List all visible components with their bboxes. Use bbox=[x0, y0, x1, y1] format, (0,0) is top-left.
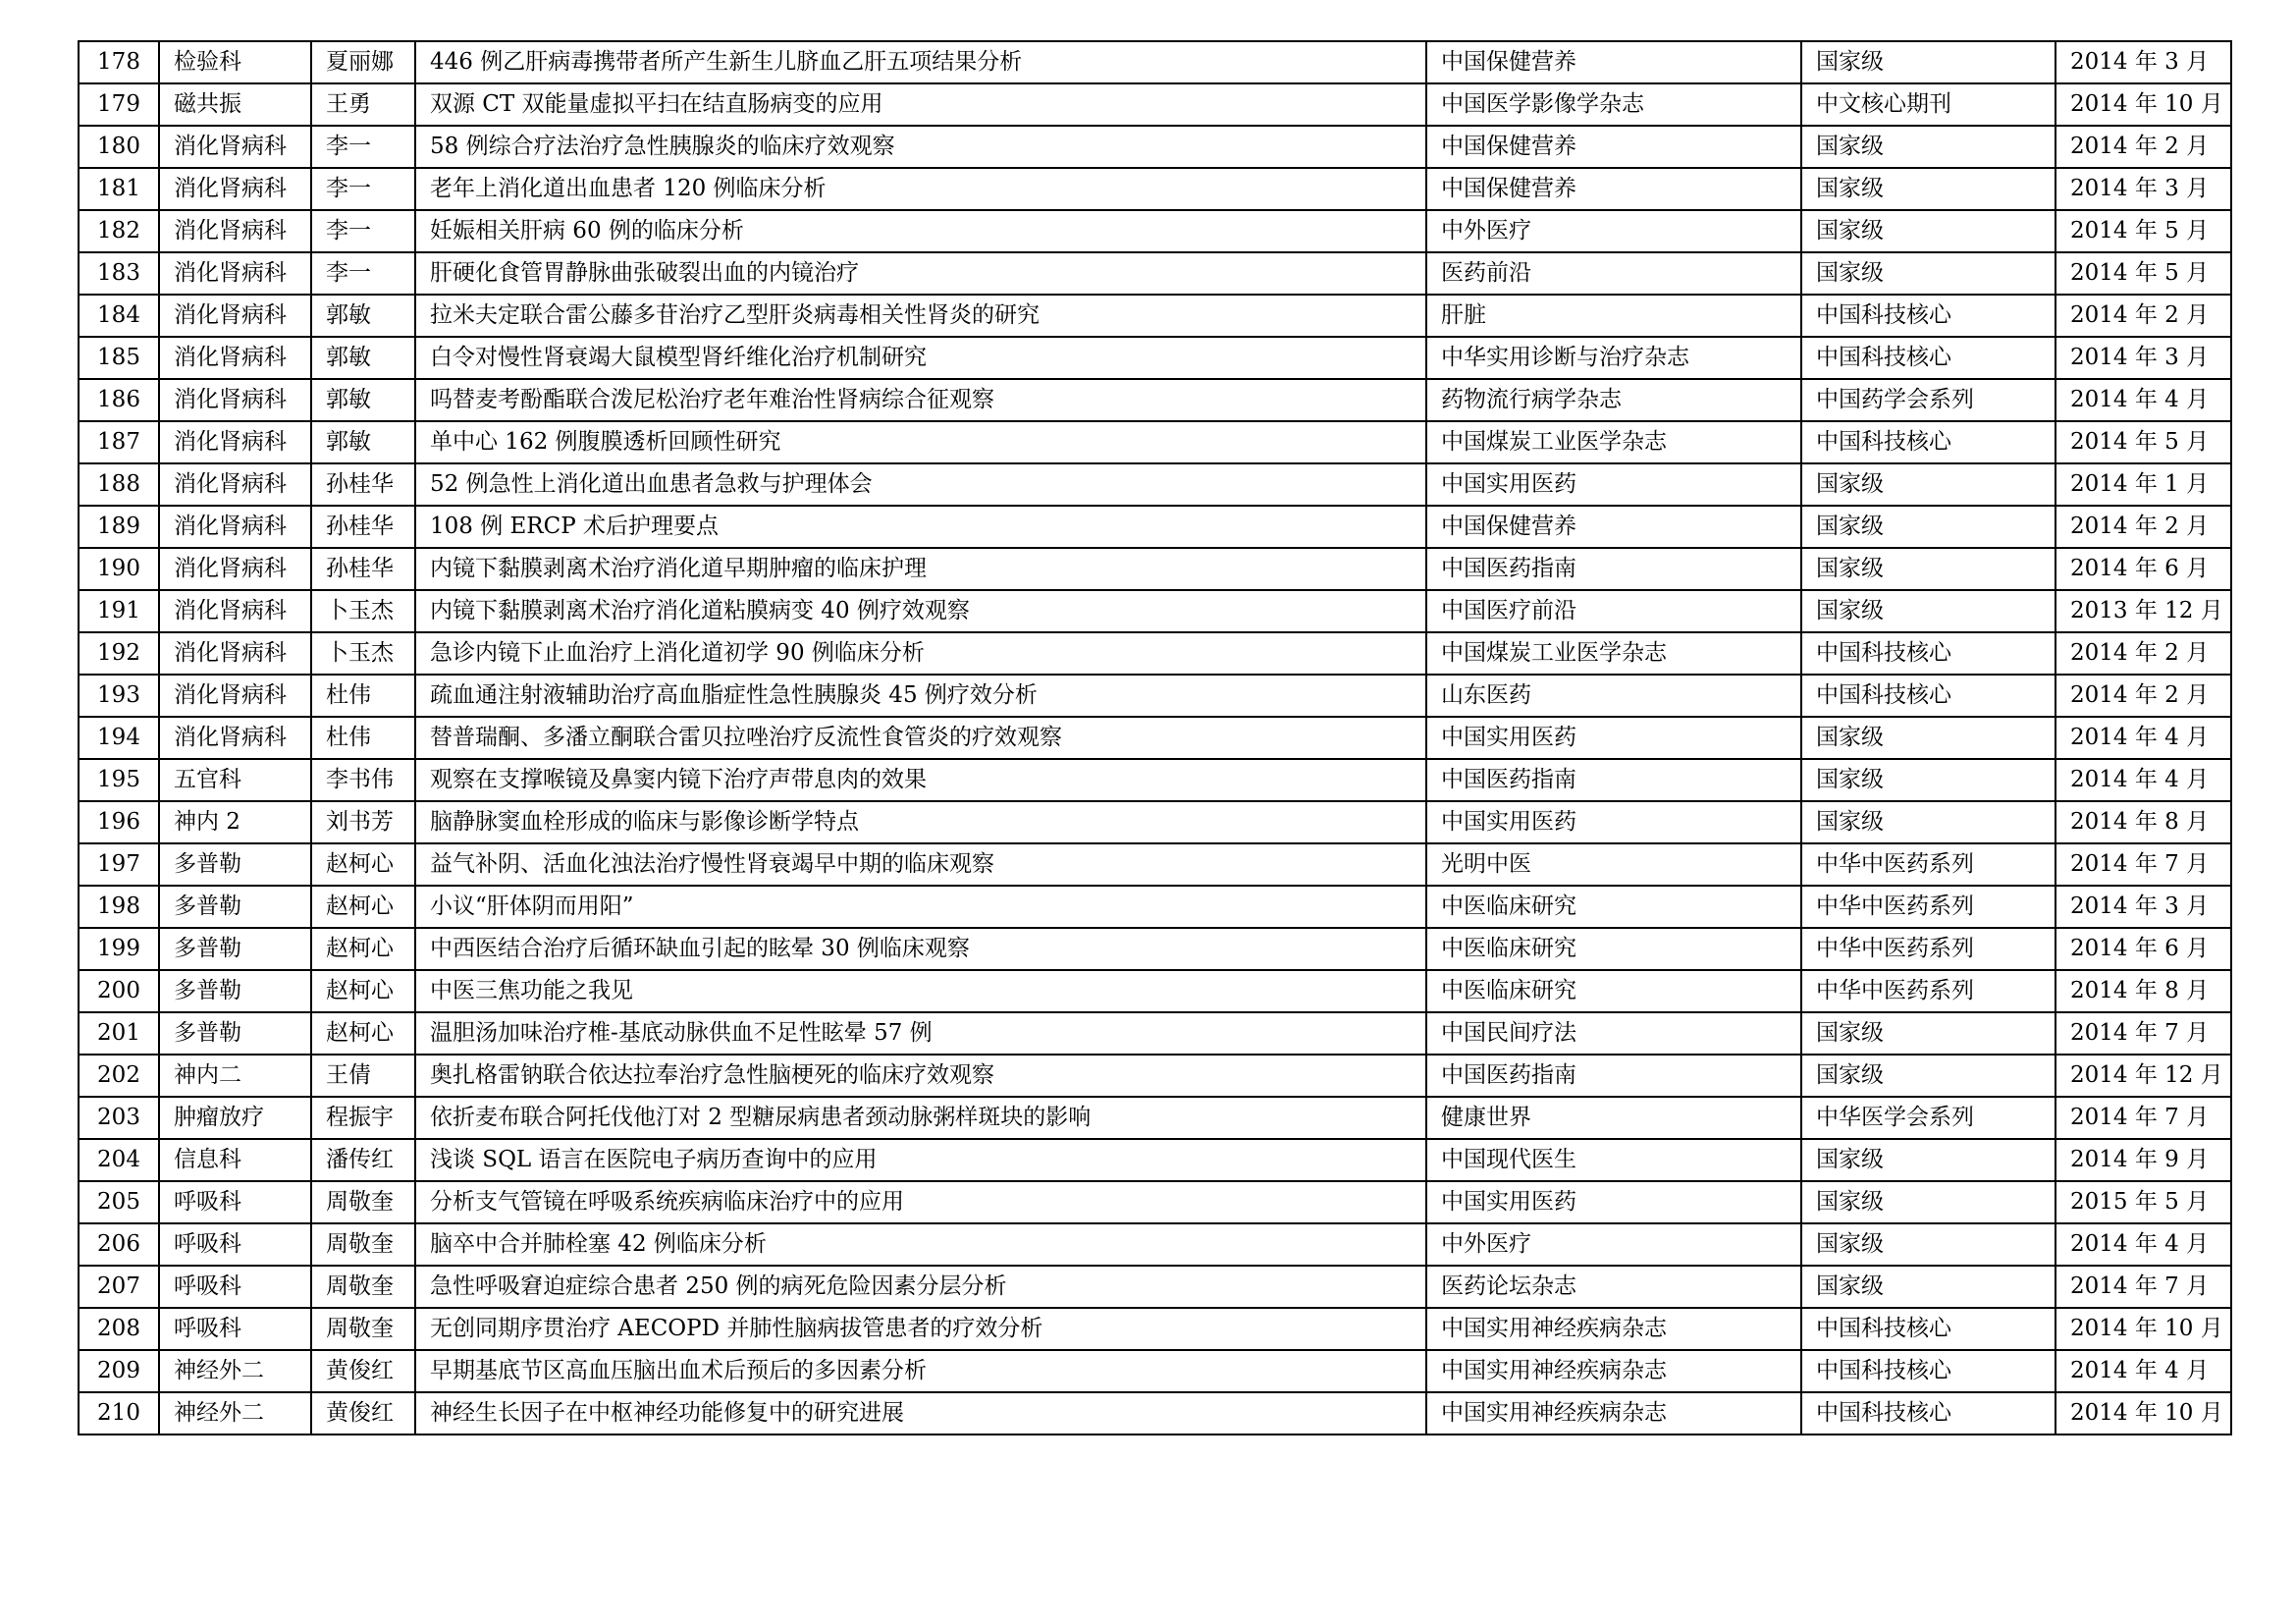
department-cell: 呼吸科 bbox=[159, 1181, 311, 1223]
table-row bbox=[79, 843, 2231, 886]
journal-level-cell: 国家级 bbox=[1801, 252, 2056, 295]
row-number-cell: 181 bbox=[79, 168, 159, 210]
journal-cell: 中国保健营养 bbox=[1426, 126, 1801, 168]
paper-title-cell: 52 例急性上消化道出血患者急救与护理体会 bbox=[415, 463, 1426, 506]
publish-date-cell: 2014 年 4 月 bbox=[2056, 1350, 2231, 1392]
paper-title-cell: 白令对慢性肾衰竭大鼠模型肾纤维化治疗机制研究 bbox=[415, 337, 1426, 379]
journal-cell: 中国实用神经疾病杂志 bbox=[1426, 1350, 1801, 1392]
table-row bbox=[79, 590, 2231, 632]
journal-level-cell: 国家级 bbox=[1801, 717, 2056, 759]
publish-date-cell: 2014 年 4 月 bbox=[2056, 379, 2231, 421]
journal-level-cell: 中华中医药系列 bbox=[1801, 886, 2056, 928]
author-cell: 李一 bbox=[311, 168, 415, 210]
publish-date-cell: 2014 年 5 月 bbox=[2056, 210, 2231, 252]
row-number-cell: 200 bbox=[79, 970, 159, 1012]
paper-title-cell: 观察在支撑喉镜及鼻窦内镜下治疗声带息肉的效果 bbox=[415, 759, 1426, 801]
journal-cell: 中国保健营养 bbox=[1426, 506, 1801, 548]
department-cell: 消化肾病科 bbox=[159, 506, 311, 548]
journal-level-cell: 中国科技核心 bbox=[1801, 421, 2056, 463]
journal-level-cell: 国家级 bbox=[1801, 210, 2056, 252]
table-row bbox=[79, 41, 2231, 83]
author-cell: 王勇 bbox=[311, 83, 415, 126]
paper-title-cell: 替普瑞酮、多潘立酮联合雷贝拉唑治疗反流性食管炎的疗效观察 bbox=[415, 717, 1426, 759]
journal-cell: 中国实用医药 bbox=[1426, 1181, 1801, 1223]
publish-date-cell: 2014 年 2 月 bbox=[2056, 126, 2231, 168]
paper-title-cell: 妊娠相关肝病 60 例的临床分析 bbox=[415, 210, 1426, 252]
author-cell: 黄俊红 bbox=[311, 1350, 415, 1392]
journal-level-cell: 国家级 bbox=[1801, 463, 2056, 506]
row-number-cell: 191 bbox=[79, 590, 159, 632]
paper-title-cell: 无创同期序贯治疗 AECOPD 并肺性脑病拔管患者的疗效分析 bbox=[415, 1308, 1426, 1350]
journal-level-cell: 中华中医药系列 bbox=[1801, 970, 2056, 1012]
author-cell: 夏丽娜 bbox=[311, 41, 415, 83]
journal-cell: 中医临床研究 bbox=[1426, 886, 1801, 928]
table-row bbox=[79, 1350, 2231, 1392]
department-cell: 多普勒 bbox=[159, 843, 311, 886]
author-cell: 郭敏 bbox=[311, 421, 415, 463]
row-number-cell: 206 bbox=[79, 1223, 159, 1266]
row-number-cell: 207 bbox=[79, 1266, 159, 1308]
table-row bbox=[79, 252, 2231, 295]
table-row bbox=[79, 675, 2231, 717]
publish-date-cell: 2014 年 7 月 bbox=[2056, 1012, 2231, 1055]
author-cell: 孙桂华 bbox=[311, 506, 415, 548]
department-cell: 信息科 bbox=[159, 1139, 311, 1181]
paper-title-cell: 吗替麦考酚酯联合泼尼松治疗老年难治性肾病综合征观察 bbox=[415, 379, 1426, 421]
journal-level-cell: 国家级 bbox=[1801, 41, 2056, 83]
row-number-cell: 194 bbox=[79, 717, 159, 759]
table-row bbox=[79, 717, 2231, 759]
table-row bbox=[79, 1392, 2231, 1435]
journal-level-cell: 国家级 bbox=[1801, 506, 2056, 548]
author-cell: 李一 bbox=[311, 126, 415, 168]
journal-cell: 光明中医 bbox=[1426, 843, 1801, 886]
journal-level-cell: 中文核心期刊 bbox=[1801, 83, 2056, 126]
paper-title-cell: 肝硬化食管胃静脉曲张破裂出血的内镜治疗 bbox=[415, 252, 1426, 295]
publish-date-cell: 2014 年 2 月 bbox=[2056, 295, 2231, 337]
journal-level-cell: 国家级 bbox=[1801, 590, 2056, 632]
row-number-cell: 186 bbox=[79, 379, 159, 421]
department-cell: 消化肾病科 bbox=[159, 295, 311, 337]
paper-title-cell: 脑卒中合并肺栓塞 42 例临床分析 bbox=[415, 1223, 1426, 1266]
publish-date-cell: 2014 年 3 月 bbox=[2056, 168, 2231, 210]
row-number-cell: 178 bbox=[79, 41, 159, 83]
author-cell: 杜伟 bbox=[311, 717, 415, 759]
journal-cell: 中国煤炭工业医学杂志 bbox=[1426, 632, 1801, 675]
journal-cell: 中国保健营养 bbox=[1426, 41, 1801, 83]
paper-title-cell: 依折麦布联合阿托伐他汀对 2 型糖尿病患者颈动脉粥样斑块的影响 bbox=[415, 1097, 1426, 1139]
publish-date-cell: 2014 年 3 月 bbox=[2056, 41, 2231, 83]
paper-title-cell: 奥扎格雷钠联合依达拉奉治疗急性脑梗死的临床疗效观察 bbox=[415, 1055, 1426, 1097]
publish-date-cell: 2014 年 5 月 bbox=[2056, 252, 2231, 295]
journal-cell: 中国煤炭工业医学杂志 bbox=[1426, 421, 1801, 463]
author-cell: 刘书芳 bbox=[311, 801, 415, 843]
department-cell: 多普勒 bbox=[159, 1012, 311, 1055]
row-number-cell: 183 bbox=[79, 252, 159, 295]
author-cell: 程振宇 bbox=[311, 1097, 415, 1139]
paper-title-cell: 拉米夫定联合雷公藤多苷治疗乙型肝炎病毒相关性肾炎的研究 bbox=[415, 295, 1426, 337]
publish-date-cell: 2014 年 7 月 bbox=[2056, 1097, 2231, 1139]
author-cell: 孙桂华 bbox=[311, 463, 415, 506]
journal-level-cell: 中华医学会系列 bbox=[1801, 1097, 2056, 1139]
table-row bbox=[79, 1139, 2231, 1181]
journal-level-cell: 国家级 bbox=[1801, 548, 2056, 590]
paper-title-cell: 中西医结合治疗后循环缺血引起的眩晕 30 例临床观察 bbox=[415, 928, 1426, 970]
department-cell: 消化肾病科 bbox=[159, 337, 311, 379]
department-cell: 消化肾病科 bbox=[159, 590, 311, 632]
journal-cell: 中国医学影像学杂志 bbox=[1426, 83, 1801, 126]
journal-cell: 中华实用诊断与治疗杂志 bbox=[1426, 337, 1801, 379]
journal-cell: 中国实用神经疾病杂志 bbox=[1426, 1392, 1801, 1435]
journal-level-cell: 国家级 bbox=[1801, 1012, 2056, 1055]
row-number-cell: 209 bbox=[79, 1350, 159, 1392]
paper-title-cell: 脑静脉窦血栓形成的临床与影像诊断学特点 bbox=[415, 801, 1426, 843]
table-row bbox=[79, 886, 2231, 928]
department-cell: 神内二 bbox=[159, 1055, 311, 1097]
author-cell: 赵柯心 bbox=[311, 1012, 415, 1055]
table-row bbox=[79, 1181, 2231, 1223]
journal-level-cell: 国家级 bbox=[1801, 1266, 2056, 1308]
journal-level-cell: 中国科技核心 bbox=[1801, 1350, 2056, 1392]
row-number-cell: 208 bbox=[79, 1308, 159, 1350]
author-cell: 周敬奎 bbox=[311, 1266, 415, 1308]
journal-cell: 中国实用神经疾病杂志 bbox=[1426, 1308, 1801, 1350]
publish-date-cell: 2014 年 6 月 bbox=[2056, 548, 2231, 590]
journal-cell: 中国医疗前沿 bbox=[1426, 590, 1801, 632]
paper-title-cell: 老年上消化道出血患者 120 例临床分析 bbox=[415, 168, 1426, 210]
journal-cell: 医药论坛杂志 bbox=[1426, 1266, 1801, 1308]
department-cell: 呼吸科 bbox=[159, 1223, 311, 1266]
department-cell: 多普勒 bbox=[159, 928, 311, 970]
paper-title-cell: 中医三焦功能之我见 bbox=[415, 970, 1426, 1012]
author-cell: 赵柯心 bbox=[311, 843, 415, 886]
row-number-cell: 199 bbox=[79, 928, 159, 970]
journal-level-cell: 国家级 bbox=[1801, 1223, 2056, 1266]
journal-cell: 肝脏 bbox=[1426, 295, 1801, 337]
journal-level-cell: 国家级 bbox=[1801, 1055, 2056, 1097]
table-row bbox=[79, 463, 2231, 506]
table-row bbox=[79, 1308, 2231, 1350]
author-cell: 黄俊红 bbox=[311, 1392, 415, 1435]
paper-title-cell: 446 例乙肝病毒携带者所产生新生儿脐血乙肝五项结果分析 bbox=[415, 41, 1426, 83]
department-cell: 消化肾病科 bbox=[159, 379, 311, 421]
department-cell: 肿瘤放疗 bbox=[159, 1097, 311, 1139]
publish-date-cell: 2014 年 10 月 bbox=[2056, 1392, 2231, 1435]
journal-cell: 中国实用医药 bbox=[1426, 463, 1801, 506]
publications-table bbox=[78, 40, 2232, 1435]
author-cell: 周敬奎 bbox=[311, 1181, 415, 1223]
author-cell: 孙桂华 bbox=[311, 548, 415, 590]
department-cell: 消化肾病科 bbox=[159, 421, 311, 463]
row-number-cell: 189 bbox=[79, 506, 159, 548]
table-row bbox=[79, 928, 2231, 970]
journal-level-cell: 国家级 bbox=[1801, 126, 2056, 168]
publish-date-cell: 2014 年 7 月 bbox=[2056, 1266, 2231, 1308]
journal-cell: 中国实用医药 bbox=[1426, 801, 1801, 843]
publish-date-cell: 2014 年 2 月 bbox=[2056, 506, 2231, 548]
table-row bbox=[79, 632, 2231, 675]
row-number-cell: 203 bbox=[79, 1097, 159, 1139]
table-row bbox=[79, 337, 2231, 379]
department-cell: 消化肾病科 bbox=[159, 252, 311, 295]
journal-cell: 中医临床研究 bbox=[1426, 928, 1801, 970]
publish-date-cell: 2014 年 4 月 bbox=[2056, 759, 2231, 801]
paper-title-cell: 内镜下黏膜剥离术治疗消化道早期肿瘤的临床护理 bbox=[415, 548, 1426, 590]
row-number-cell: 197 bbox=[79, 843, 159, 886]
department-cell: 多普勒 bbox=[159, 886, 311, 928]
row-number-cell: 196 bbox=[79, 801, 159, 843]
row-number-cell: 201 bbox=[79, 1012, 159, 1055]
journal-cell: 医药前沿 bbox=[1426, 252, 1801, 295]
department-cell: 多普勒 bbox=[159, 970, 311, 1012]
publish-date-cell: 2014 年 9 月 bbox=[2056, 1139, 2231, 1181]
department-cell: 消化肾病科 bbox=[159, 463, 311, 506]
journal-level-cell: 国家级 bbox=[1801, 801, 2056, 843]
table-row bbox=[79, 1223, 2231, 1266]
author-cell: 李一 bbox=[311, 210, 415, 252]
department-cell: 神经外二 bbox=[159, 1392, 311, 1435]
table-row bbox=[79, 970, 2231, 1012]
row-number-cell: 198 bbox=[79, 886, 159, 928]
table-row bbox=[79, 83, 2231, 126]
row-number-cell: 210 bbox=[79, 1392, 159, 1435]
publish-date-cell: 2014 年 2 月 bbox=[2056, 632, 2231, 675]
paper-title-cell: 双源 CT 双能量虚拟平扫在结直肠病变的应用 bbox=[415, 83, 1426, 126]
publish-date-cell: 2014 年 2 月 bbox=[2056, 675, 2231, 717]
department-cell: 呼吸科 bbox=[159, 1308, 311, 1350]
department-cell: 神经外二 bbox=[159, 1350, 311, 1392]
author-cell: 卜玉杰 bbox=[311, 632, 415, 675]
journal-level-cell: 中国科技核心 bbox=[1801, 337, 2056, 379]
paper-title-cell: 浅谈 SQL 语言在医院电子病历查询中的应用 bbox=[415, 1139, 1426, 1181]
paper-title-cell: 内镜下黏膜剥离术治疗消化道粘膜病变 40 例疗效观察 bbox=[415, 590, 1426, 632]
publish-date-cell: 2015 年 5 月 bbox=[2056, 1181, 2231, 1223]
department-cell: 消化肾病科 bbox=[159, 548, 311, 590]
paper-title-cell: 分析支气管镜在呼吸系统疾病临床治疗中的应用 bbox=[415, 1181, 1426, 1223]
journal-level-cell: 国家级 bbox=[1801, 168, 2056, 210]
row-number-cell: 188 bbox=[79, 463, 159, 506]
journal-level-cell: 中国科技核心 bbox=[1801, 295, 2056, 337]
publish-date-cell: 2014 年 8 月 bbox=[2056, 801, 2231, 843]
journal-level-cell: 国家级 bbox=[1801, 759, 2056, 801]
department-cell: 消化肾病科 bbox=[159, 632, 311, 675]
journal-cell: 中国实用医药 bbox=[1426, 717, 1801, 759]
department-cell: 磁共振 bbox=[159, 83, 311, 126]
table-row bbox=[79, 506, 2231, 548]
journal-level-cell: 中国科技核心 bbox=[1801, 1392, 2056, 1435]
department-cell: 呼吸科 bbox=[159, 1266, 311, 1308]
row-number-cell: 195 bbox=[79, 759, 159, 801]
row-number-cell: 185 bbox=[79, 337, 159, 379]
department-cell: 神内 2 bbox=[159, 801, 311, 843]
publish-date-cell: 2014 年 10 月 bbox=[2056, 1308, 2231, 1350]
journal-level-cell: 国家级 bbox=[1801, 1181, 2056, 1223]
journal-cell: 中国医药指南 bbox=[1426, 759, 1801, 801]
journal-cell: 中国现代医生 bbox=[1426, 1139, 1801, 1181]
department-cell: 消化肾病科 bbox=[159, 168, 311, 210]
author-cell: 赵柯心 bbox=[311, 886, 415, 928]
department-cell: 五官科 bbox=[159, 759, 311, 801]
table-row bbox=[79, 379, 2231, 421]
author-cell: 郭敏 bbox=[311, 379, 415, 421]
table-row bbox=[79, 1012, 2231, 1055]
row-number-cell: 204 bbox=[79, 1139, 159, 1181]
row-number-cell: 184 bbox=[79, 295, 159, 337]
publish-date-cell: 2014 年 3 月 bbox=[2056, 337, 2231, 379]
row-number-cell: 193 bbox=[79, 675, 159, 717]
table-row bbox=[79, 421, 2231, 463]
row-number-cell: 190 bbox=[79, 548, 159, 590]
table-row bbox=[79, 801, 2231, 843]
journal-cell: 中医临床研究 bbox=[1426, 970, 1801, 1012]
table-row bbox=[79, 548, 2231, 590]
paper-title-cell: 益气补阴、活血化浊法治疗慢性肾衰竭早中期的临床观察 bbox=[415, 843, 1426, 886]
journal-cell: 健康世界 bbox=[1426, 1097, 1801, 1139]
author-cell: 李一 bbox=[311, 252, 415, 295]
department-cell: 消化肾病科 bbox=[159, 210, 311, 252]
author-cell: 王倩 bbox=[311, 1055, 415, 1097]
table-row bbox=[79, 1097, 2231, 1139]
author-cell: 赵柯心 bbox=[311, 970, 415, 1012]
publish-date-cell: 2014 年 7 月 bbox=[2056, 843, 2231, 886]
table-row bbox=[79, 1266, 2231, 1308]
row-number-cell: 182 bbox=[79, 210, 159, 252]
journal-cell: 药物流行病学杂志 bbox=[1426, 379, 1801, 421]
journal-cell: 山东医药 bbox=[1426, 675, 1801, 717]
journal-cell: 中国医药指南 bbox=[1426, 548, 1801, 590]
publish-date-cell: 2014 年 4 月 bbox=[2056, 717, 2231, 759]
author-cell: 郭敏 bbox=[311, 337, 415, 379]
journal-cell: 中国保健营养 bbox=[1426, 168, 1801, 210]
table-row bbox=[79, 126, 2231, 168]
author-cell: 郭敏 bbox=[311, 295, 415, 337]
journal-cell: 中国民间疗法 bbox=[1426, 1012, 1801, 1055]
department-cell: 检验科 bbox=[159, 41, 311, 83]
journal-level-cell: 中华中医药系列 bbox=[1801, 843, 2056, 886]
row-number-cell: 202 bbox=[79, 1055, 159, 1097]
table-row bbox=[79, 168, 2231, 210]
paper-title-cell: 小议“肝体阴而用阳” bbox=[415, 886, 1426, 928]
author-cell: 杜伟 bbox=[311, 675, 415, 717]
publish-date-cell: 2014 年 10 月 bbox=[2056, 83, 2231, 126]
journal-level-cell: 中国科技核心 bbox=[1801, 632, 2056, 675]
paper-title-cell: 急诊内镜下止血治疗上消化道初学 90 例临床分析 bbox=[415, 632, 1426, 675]
row-number-cell: 179 bbox=[79, 83, 159, 126]
journal-cell: 中外医疗 bbox=[1426, 1223, 1801, 1266]
paper-title-cell: 疏血通注射液辅助治疗高血脂症性急性胰腺炎 45 例疗效分析 bbox=[415, 675, 1426, 717]
author-cell: 潘传红 bbox=[311, 1139, 415, 1181]
publish-date-cell: 2014 年 12 月 bbox=[2056, 1055, 2231, 1097]
author-cell: 卜玉杰 bbox=[311, 590, 415, 632]
paper-title-cell: 单中心 162 例腹膜透析回顾性研究 bbox=[415, 421, 1426, 463]
paper-title-cell: 108 例 ERCP 术后护理要点 bbox=[415, 506, 1426, 548]
publish-date-cell: 2014 年 1 月 bbox=[2056, 463, 2231, 506]
table-row bbox=[79, 210, 2231, 252]
table-row bbox=[79, 1055, 2231, 1097]
journal-level-cell: 中国科技核心 bbox=[1801, 675, 2056, 717]
journal-level-cell: 中国药学会系列 bbox=[1801, 379, 2056, 421]
publish-date-cell: 2014 年 3 月 bbox=[2056, 886, 2231, 928]
publish-date-cell: 2014 年 4 月 bbox=[2056, 1223, 2231, 1266]
paper-title-cell: 温胆汤加味治疗椎-基底动脉供血不足性眩晕 57 例 bbox=[415, 1012, 1426, 1055]
publish-date-cell: 2014 年 6 月 bbox=[2056, 928, 2231, 970]
paper-title-cell: 神经生长因子在中枢神经功能修复中的研究进展 bbox=[415, 1392, 1426, 1435]
row-number-cell: 205 bbox=[79, 1181, 159, 1223]
author-cell: 周敬奎 bbox=[311, 1223, 415, 1266]
journal-level-cell: 国家级 bbox=[1801, 1139, 2056, 1181]
table-body bbox=[79, 41, 2231, 1435]
author-cell: 周敬奎 bbox=[311, 1308, 415, 1350]
department-cell: 消化肾病科 bbox=[159, 717, 311, 759]
row-number-cell: 180 bbox=[79, 126, 159, 168]
journal-level-cell: 中国科技核心 bbox=[1801, 1308, 2056, 1350]
author-cell: 李书伟 bbox=[311, 759, 415, 801]
journal-cell: 中外医疗 bbox=[1426, 210, 1801, 252]
journal-cell: 中国医药指南 bbox=[1426, 1055, 1801, 1097]
department-cell: 消化肾病科 bbox=[159, 126, 311, 168]
publish-date-cell: 2013 年 12 月 bbox=[2056, 590, 2231, 632]
paper-title-cell: 急性呼吸窘迫症综合患者 250 例的病死危险因素分层分析 bbox=[415, 1266, 1426, 1308]
table-row bbox=[79, 759, 2231, 801]
paper-title-cell: 早期基底节区高血压脑出血术后预后的多因素分析 bbox=[415, 1350, 1426, 1392]
paper-title-cell: 58 例综合疗法治疗急性胰腺炎的临床疗效观察 bbox=[415, 126, 1426, 168]
table-row bbox=[79, 295, 2231, 337]
row-number-cell: 187 bbox=[79, 421, 159, 463]
author-cell: 赵柯心 bbox=[311, 928, 415, 970]
row-number-cell: 192 bbox=[79, 632, 159, 675]
publish-date-cell: 2014 年 8 月 bbox=[2056, 970, 2231, 1012]
publish-date-cell: 2014 年 5 月 bbox=[2056, 421, 2231, 463]
department-cell: 消化肾病科 bbox=[159, 675, 311, 717]
journal-level-cell: 中华中医药系列 bbox=[1801, 928, 2056, 970]
